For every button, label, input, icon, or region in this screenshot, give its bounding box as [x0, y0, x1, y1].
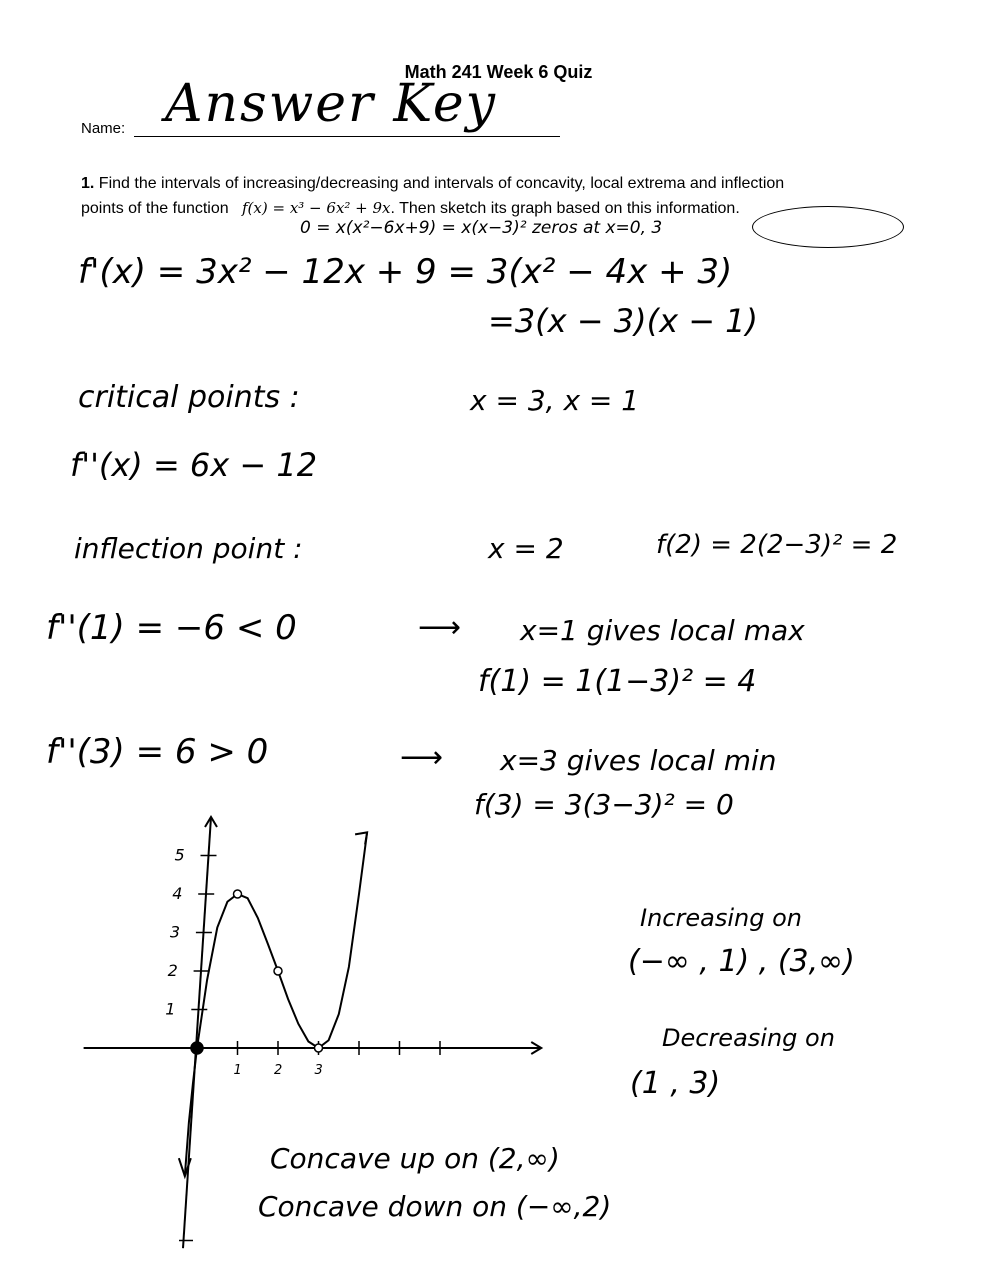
inflection-value: f(2) = 2(2−3)² = 2 [656, 530, 898, 560]
arrow-1: ⟶ [418, 610, 462, 645]
function-curve [185, 832, 367, 1176]
question-text-3: . Then sketch its graph based on this information. [390, 200, 740, 217]
page-title: Math 241 Week 6 Quiz [404, 62, 593, 82]
second-derivative-test-1: f''(1) = −6 < 0 [46, 608, 297, 648]
graph-axes [84, 817, 542, 1248]
test-2-result: x=3 gives local min [500, 744, 777, 777]
x-tick-label: 1 [233, 1063, 242, 1078]
increasing-intervals: (−∞ , 1) , (3,∞) [628, 944, 855, 979]
y-axis [183, 817, 211, 1248]
test-1-value: f(1) = 1(1−3)² = 4 [478, 664, 757, 699]
question-text-1: Find the intervals of increasing/decreasing and intervals of concavity, local extrema and inflection [98, 175, 785, 192]
test-1-result: x=1 gives local max [520, 614, 805, 647]
graph-ticks [165, 846, 440, 1241]
first-derivative-factored: =3(x − 3)(x − 1) [488, 302, 759, 340]
inflection-label: inflection point : [74, 532, 303, 565]
marked-point [234, 890, 242, 898]
y-tick-label: 1 [165, 999, 176, 1019]
decreasing-label: Decreasing on [662, 1024, 835, 1052]
x-tick-label: 3 [314, 1063, 323, 1078]
y-tick-label: 5 [174, 845, 185, 865]
inflection-x: x = 2 [488, 532, 564, 565]
increasing-label: Increasing on [640, 904, 802, 932]
y-tick-label: 4 [172, 884, 183, 903]
name-value: Answer Key [165, 74, 497, 134]
second-derivative-test-2: f''(3) = 6 > 0 [46, 732, 269, 772]
zeros-line: 0 = x(x²−6x+9) = x(x−3)² zeros at x=0, 3 [300, 218, 663, 238]
name-label: Name: [81, 120, 126, 137]
marked-point [274, 967, 282, 975]
x-tick-label: 2 [274, 1063, 283, 1078]
concave-down: Concave down on (−∞,2) [258, 1190, 612, 1223]
second-derivative: f''(x) = 6x − 12 [70, 446, 318, 484]
arrow-2: ⟶ [400, 740, 444, 775]
question-function: f(x) = x³ − 6x² + 9x [242, 199, 391, 217]
concave-up: Concave up on (2,∞) [270, 1142, 560, 1175]
marked-point [315, 1044, 323, 1052]
y-tick-label: 2 [167, 961, 178, 980]
question-text-2: points of the function [81, 200, 229, 217]
question-number: 1. [81, 175, 95, 192]
decreasing-intervals: (1 , 3) [630, 1066, 721, 1101]
marked-point [191, 1042, 203, 1054]
y-tick-label: 3 [169, 922, 181, 942]
first-derivative: f'(x) = 3x² − 12x + 9 = 3(x² − 4x + 3) [78, 252, 733, 292]
critical-points-label: critical points : [78, 380, 300, 415]
test-2-value: f(3) = 3(3−3)² = 0 [474, 788, 734, 821]
critical-points-values: x = 3, x = 1 [470, 384, 640, 417]
